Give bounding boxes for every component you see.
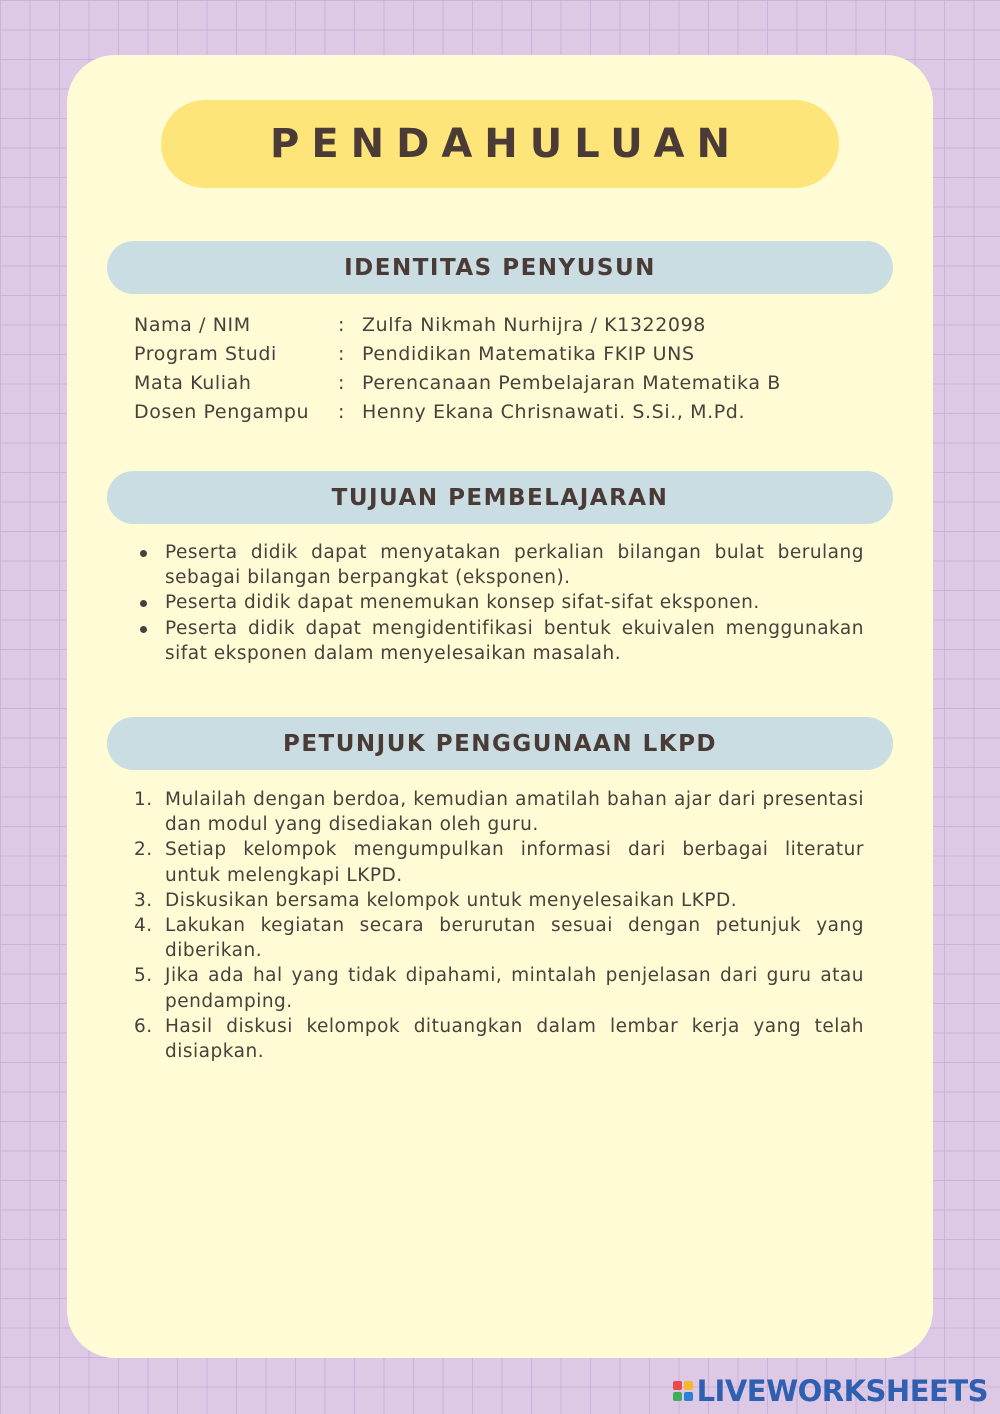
identity-colon: :: [338, 401, 346, 423]
identity-value: Pendidikan Matematika FKIP UNS: [362, 343, 695, 365]
section-header-identitas: [107, 241, 893, 294]
identity-value: Henny Ekana Chrisnawati. S.Si., M.Pd.: [362, 401, 746, 423]
list-item-number: 3.: [134, 889, 153, 911]
list-item: [134, 616, 864, 666]
identity-table: [134, 311, 874, 427]
identity-label: Mata Kuliah: [134, 372, 252, 394]
list-item-text: Lakukan kegiatan secara berurutan sesuai dengan petunjuk yang diberikan.: [165, 915, 864, 962]
petunjuk-list: [134, 787, 864, 1064]
identity-row: [134, 311, 874, 340]
list-item-number: 4.: [134, 915, 153, 937]
list-item-text: Peserta didik dapat menyatakan perkalian bilangan bulat berulang sebagai bilangan berpangkat (eksponen).: [165, 542, 864, 589]
list-item: [134, 540, 864, 590]
list-item: [134, 963, 864, 1013]
section-header-petunjuk: [107, 717, 893, 770]
list-item-text: Jika ada hal yang tidak dipahami, mintalah penjelasan dari guru atau pendamping.: [165, 965, 864, 1012]
list-item-text: Mulailah dengan berdoa, kemudian amatilah bahan ajar dari presentasi dan modul yang disediakan oleh guru.: [165, 789, 864, 836]
list-item: [134, 787, 864, 837]
identity-colon: :: [338, 372, 346, 394]
list-item-text: Peserta didik dapat mengidentifikasi bentuk ekuivalen menggunakan sifat eksponen dalam menyelesaikan masalah.: [165, 617, 864, 664]
list-item-number: 6.: [134, 1015, 153, 1037]
list-item-text: Hasil diskusi kelompok dituangkan dalam lembar kerja yang telah disiapkan.: [165, 1015, 864, 1063]
tujuan-list: [134, 540, 864, 666]
list-item-number: 1.: [134, 789, 153, 810]
identity-value: Perencanaan Pembelajaran Matematika B: [362, 372, 781, 394]
bullet-icon: [140, 626, 147, 633]
bullet-icon: [140, 550, 147, 557]
list-item: [134, 913, 864, 963]
watermark-text: LIVEWORKSHEETS: [696, 1374, 988, 1408]
list-item: [134, 837, 864, 887]
identity-label: Program Studi: [134, 343, 277, 365]
list-item-text: Diskusikan bersama kelompok untuk menyelesaikan LKPD.: [165, 889, 738, 911]
identity-value: Zulfa Nikmah Nurhijra / K1322098: [362, 314, 706, 336]
page-title: PENDAHULUAN: [270, 121, 742, 167]
section-title-petunjuk: PETUNJUK PENGGUNAAN LKPD: [282, 730, 718, 757]
identity-label: Nama / NIM: [134, 314, 251, 336]
bullet-icon: [140, 600, 147, 607]
section-header-tujuan: [107, 471, 893, 524]
list-item-text: Setiap kelompok mengumpulkan informasi dari berbagai literatur untuk melengkapi LKPD.: [165, 839, 864, 886]
list-item: [134, 888, 864, 913]
section-title-identitas: IDENTITAS PENYUSUN: [344, 254, 656, 281]
section-title-tujuan: TUJUAN PEMBELAJARAN: [331, 484, 669, 511]
list-item-text: Peserta didik dapat menemukan konsep sifat-sifat eksponen.: [165, 592, 760, 614]
identity-row: [134, 369, 874, 398]
title-banner: [161, 100, 839, 188]
identity-colon: :: [338, 343, 346, 365]
liveworksheets-logo-icon: [673, 1381, 693, 1401]
list-item-number: 5.: [134, 965, 153, 987]
list-item: [134, 1014, 864, 1064]
identity-row: [134, 398, 874, 427]
identity-colon: :: [338, 314, 346, 336]
list-item-number: 2.: [134, 839, 153, 861]
identity-row: [134, 340, 874, 369]
identity-label: Dosen Pengampu: [134, 401, 310, 423]
list-item: [134, 590, 864, 615]
liveworksheets-watermark: [673, 1374, 988, 1408]
